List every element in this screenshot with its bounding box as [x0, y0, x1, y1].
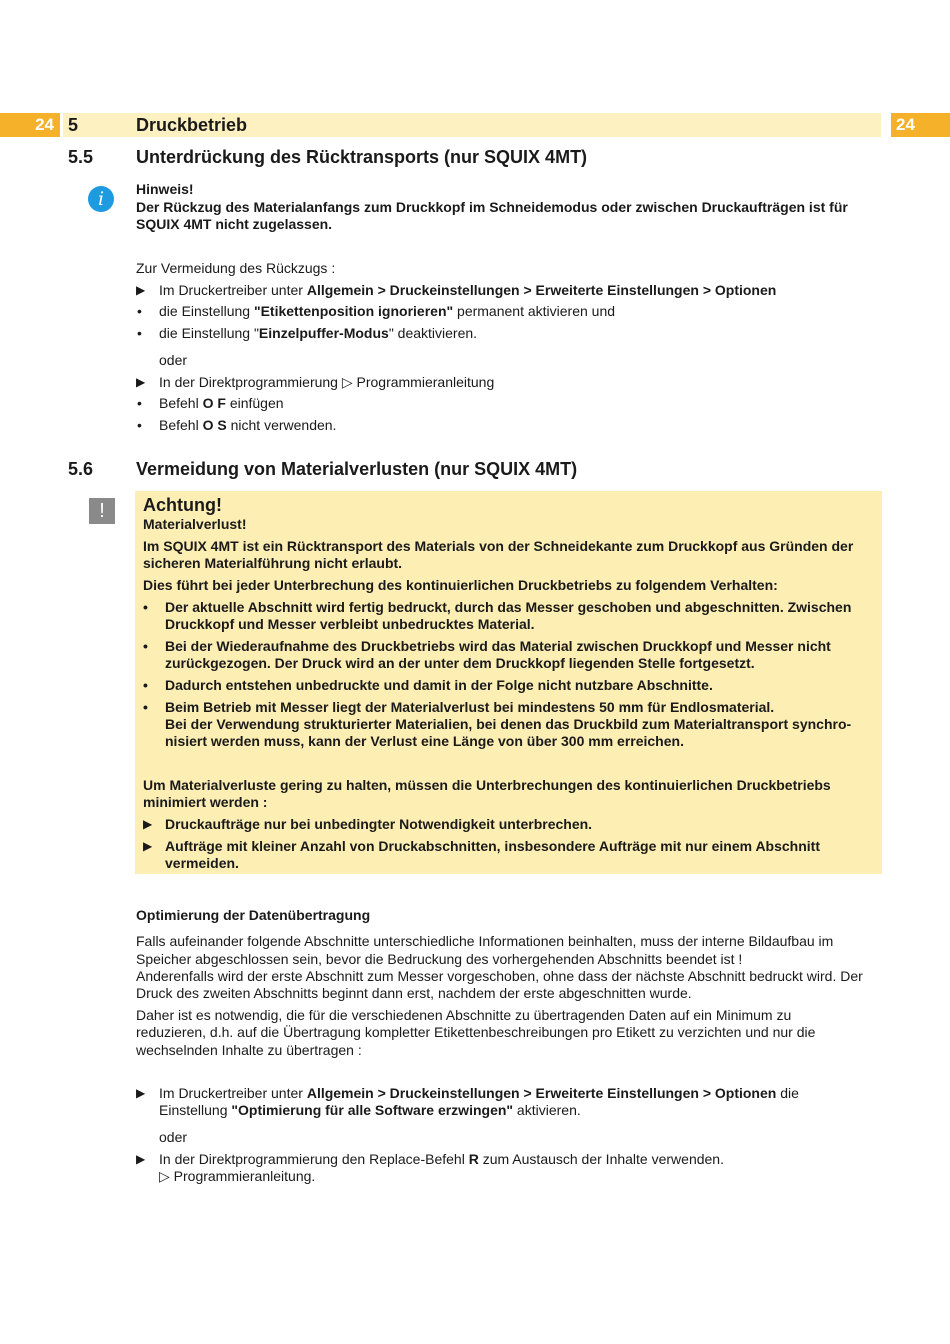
warning-bullet: Dadurch entstehen unbedruckte und damit in der Folge nicht nutzbare Abschnitte. — [165, 677, 713, 693]
section-title-5-5: Unterdrückung des Rücktransports (nur SQUIX 4MT) — [136, 147, 588, 167]
bullet-icon: • — [143, 599, 148, 615]
step-triangle-icon: ▶ — [136, 375, 146, 389]
warning-step: vermeiden. — [165, 855, 239, 871]
warning-text: Um Materialverluste gering zu halten, müssen die Unterbrechungen des kontinuierlichen Druckbetriebs — [143, 777, 831, 793]
warning-bullet: Bei der Verwendung strukturierter Materialien, bei denen das Druckbild zum Materialtransport synchro- — [165, 716, 852, 732]
bullet-icon: • — [137, 395, 142, 411]
warning-bullet: Der aktuelle Abschnitt wird fertig bedruckt, durch das Messer geschoben und abgeschnitten. Zwischen — [165, 599, 852, 615]
optimization-text: wechselnden Inhalte zu übertragen : — [136, 1042, 362, 1058]
step-direct-programming: In der Direktprogrammierung ▷ Programmieranleitung — [159, 374, 495, 390]
optimization-text: Druck des zweiten Abschnitts beginnt dann erst, nachdem der erste abgeschnitten wurde. — [136, 985, 692, 1001]
optimization-heading: Optimierung der Datenübertragung — [136, 907, 371, 923]
optimization-text: Anderenfalls wird der erste Abschnitt zum Messer vorgeschoben, ohne dass der nächste Abschnitt bedruckt wird. Der — [136, 968, 863, 984]
section-number-5-5: 5.5 — [68, 147, 94, 167]
section-number-5-6: 5.6 — [68, 459, 94, 479]
section-title-5-6: Vermeidung von Materialverlusten (nur SQUIX 4MT) — [136, 459, 578, 479]
warning-step: Aufträge mit kleiner Anzahl von Druckabschnitten, insbesondere Aufträge mit nur einem Abschnitt — [165, 838, 820, 854]
bullet-command-os: Befehl O S nicht verwenden. — [159, 417, 337, 433]
intro-text: Zur Vermeidung des Rückzugs : — [136, 260, 336, 276]
warning-bullet: Beim Betrieb mit Messer liegt der Materialverlust bei mindestens 50 mm für Endlosmaterial. — [165, 699, 775, 715]
warning-bullet: Druckkopf und Messer verbleibt unbedrucktes Material. — [165, 616, 535, 632]
warning-text: Dies führt bei jeder Unterbrechung des kontinuierlichen Druckbetriebs zu folgendem Verhalten: — [143, 577, 778, 593]
optimization-step-driver-line2: Einstellung "Optimierung für alle Software erzwingen" aktivieren. — [159, 1102, 581, 1118]
bullet-single-buffer: die Einstellung "Einzelpuffer-Modus" deaktivieren. — [159, 325, 478, 341]
optimization-text: reduzieren, d.h. auf die Übertragung kompletter Etikettenbeschreibungen pro Etikett zu verzichten und nur die — [136, 1024, 816, 1040]
optimization-text: Speicher abgeschlossen sein, bevor die Bedruckung des vorhergehenden Abschnitts beendet ist ! — [136, 951, 743, 967]
warning-text: Im SQUIX 4MT ist ein Rücktransport des Materials von der Schneidekante zum Druckkopf aus Gründen der — [143, 538, 854, 554]
chapter-title: Druckbetrieb — [136, 115, 248, 135]
warning-icon: ! — [89, 498, 115, 524]
optimization-step-direct: In der Direktprogrammierung den Replace-Befehl R zum Austausch der Inhalte verwenden. — [159, 1151, 724, 1167]
optimization-step-driver: Im Druckertreiber unter Allgemein > Druckeinstellungen > Erweiterte Einstellungen > Optionen die — [159, 1085, 799, 1101]
bullet-label-position: die Einstellung "Etikettenposition ignorieren" permanent aktivieren und — [159, 303, 616, 319]
note-text-line1: Der Rückzug des Materialanfangs zum Druckkopf im Schneidemodus oder zwischen Druckaufträgen ist für — [136, 199, 848, 215]
warning-bullet: Bei der Wiederaufnahme des Druckbetriebs wird das Material zwischen Druckkopf und Messer nicht — [165, 638, 831, 654]
note-text-line2: SQUIX 4MT nicht zugelassen. — [136, 216, 333, 232]
note-title: Hinweis! — [136, 181, 194, 197]
chapter-number: 5 — [68, 115, 79, 135]
warning-bullet: nisiert werden muss, kann der Verlust eine Länge von über 300 mm erreichen. — [165, 733, 684, 749]
bullet-icon: • — [143, 699, 148, 715]
optimization-text: Falls aufeinander folgende Abschnitte unterschiedliche Informationen beinhalten, muss der interne Bildaufbau im — [136, 933, 834, 949]
step-triangle-icon: ▶ — [136, 283, 146, 297]
optimization-text: Daher ist es notwendig, die für die verschiedenen Abschnitte zu übertragenden Daten auf ein Minimum zu — [136, 1007, 792, 1023]
page-number-left: 24 — [0, 113, 60, 137]
bullet-icon: • — [137, 417, 142, 433]
info-icon: i — [88, 186, 114, 212]
optimization-step-direct-line2: ▷ Programmieranleitung. — [159, 1168, 316, 1184]
step-triangle-icon: ▶ — [143, 839, 153, 853]
warning-subtitle: Materialverlust! — [143, 516, 247, 532]
bullet-command-of: Befehl O F einfügen — [159, 395, 284, 411]
warning-step: Druckaufträge nur bei unbedingter Notwendigkeit unterbrechen. — [165, 816, 593, 832]
step-triangle-icon: ▶ — [136, 1086, 146, 1100]
bullet-icon: • — [137, 303, 142, 319]
step-driver: Im Druckertreiber unter Allgemein > Druckeinstellungen > Erweiterte Einstellungen > Optionen — [159, 282, 777, 298]
or-text: oder — [159, 352, 188, 368]
or-text: oder — [159, 1129, 188, 1145]
step-triangle-icon: ▶ — [136, 1152, 146, 1166]
warning-bullet: zurückgezogen. Der Druck wird an der unter dem Druckkopf liegenden Stelle fortgesetzt. — [165, 655, 755, 671]
step-triangle-icon: ▶ — [143, 817, 153, 831]
bullet-icon: • — [137, 325, 142, 341]
warning-text: minimiert werden : — [143, 794, 268, 810]
warning-text: sicheren Materialführung nicht erlaubt. — [143, 555, 403, 571]
bullet-icon: • — [143, 677, 148, 693]
warning-title: Achtung! — [143, 495, 222, 515]
page-number-right: 24 — [891, 113, 950, 137]
bullet-icon: • — [143, 638, 148, 654]
